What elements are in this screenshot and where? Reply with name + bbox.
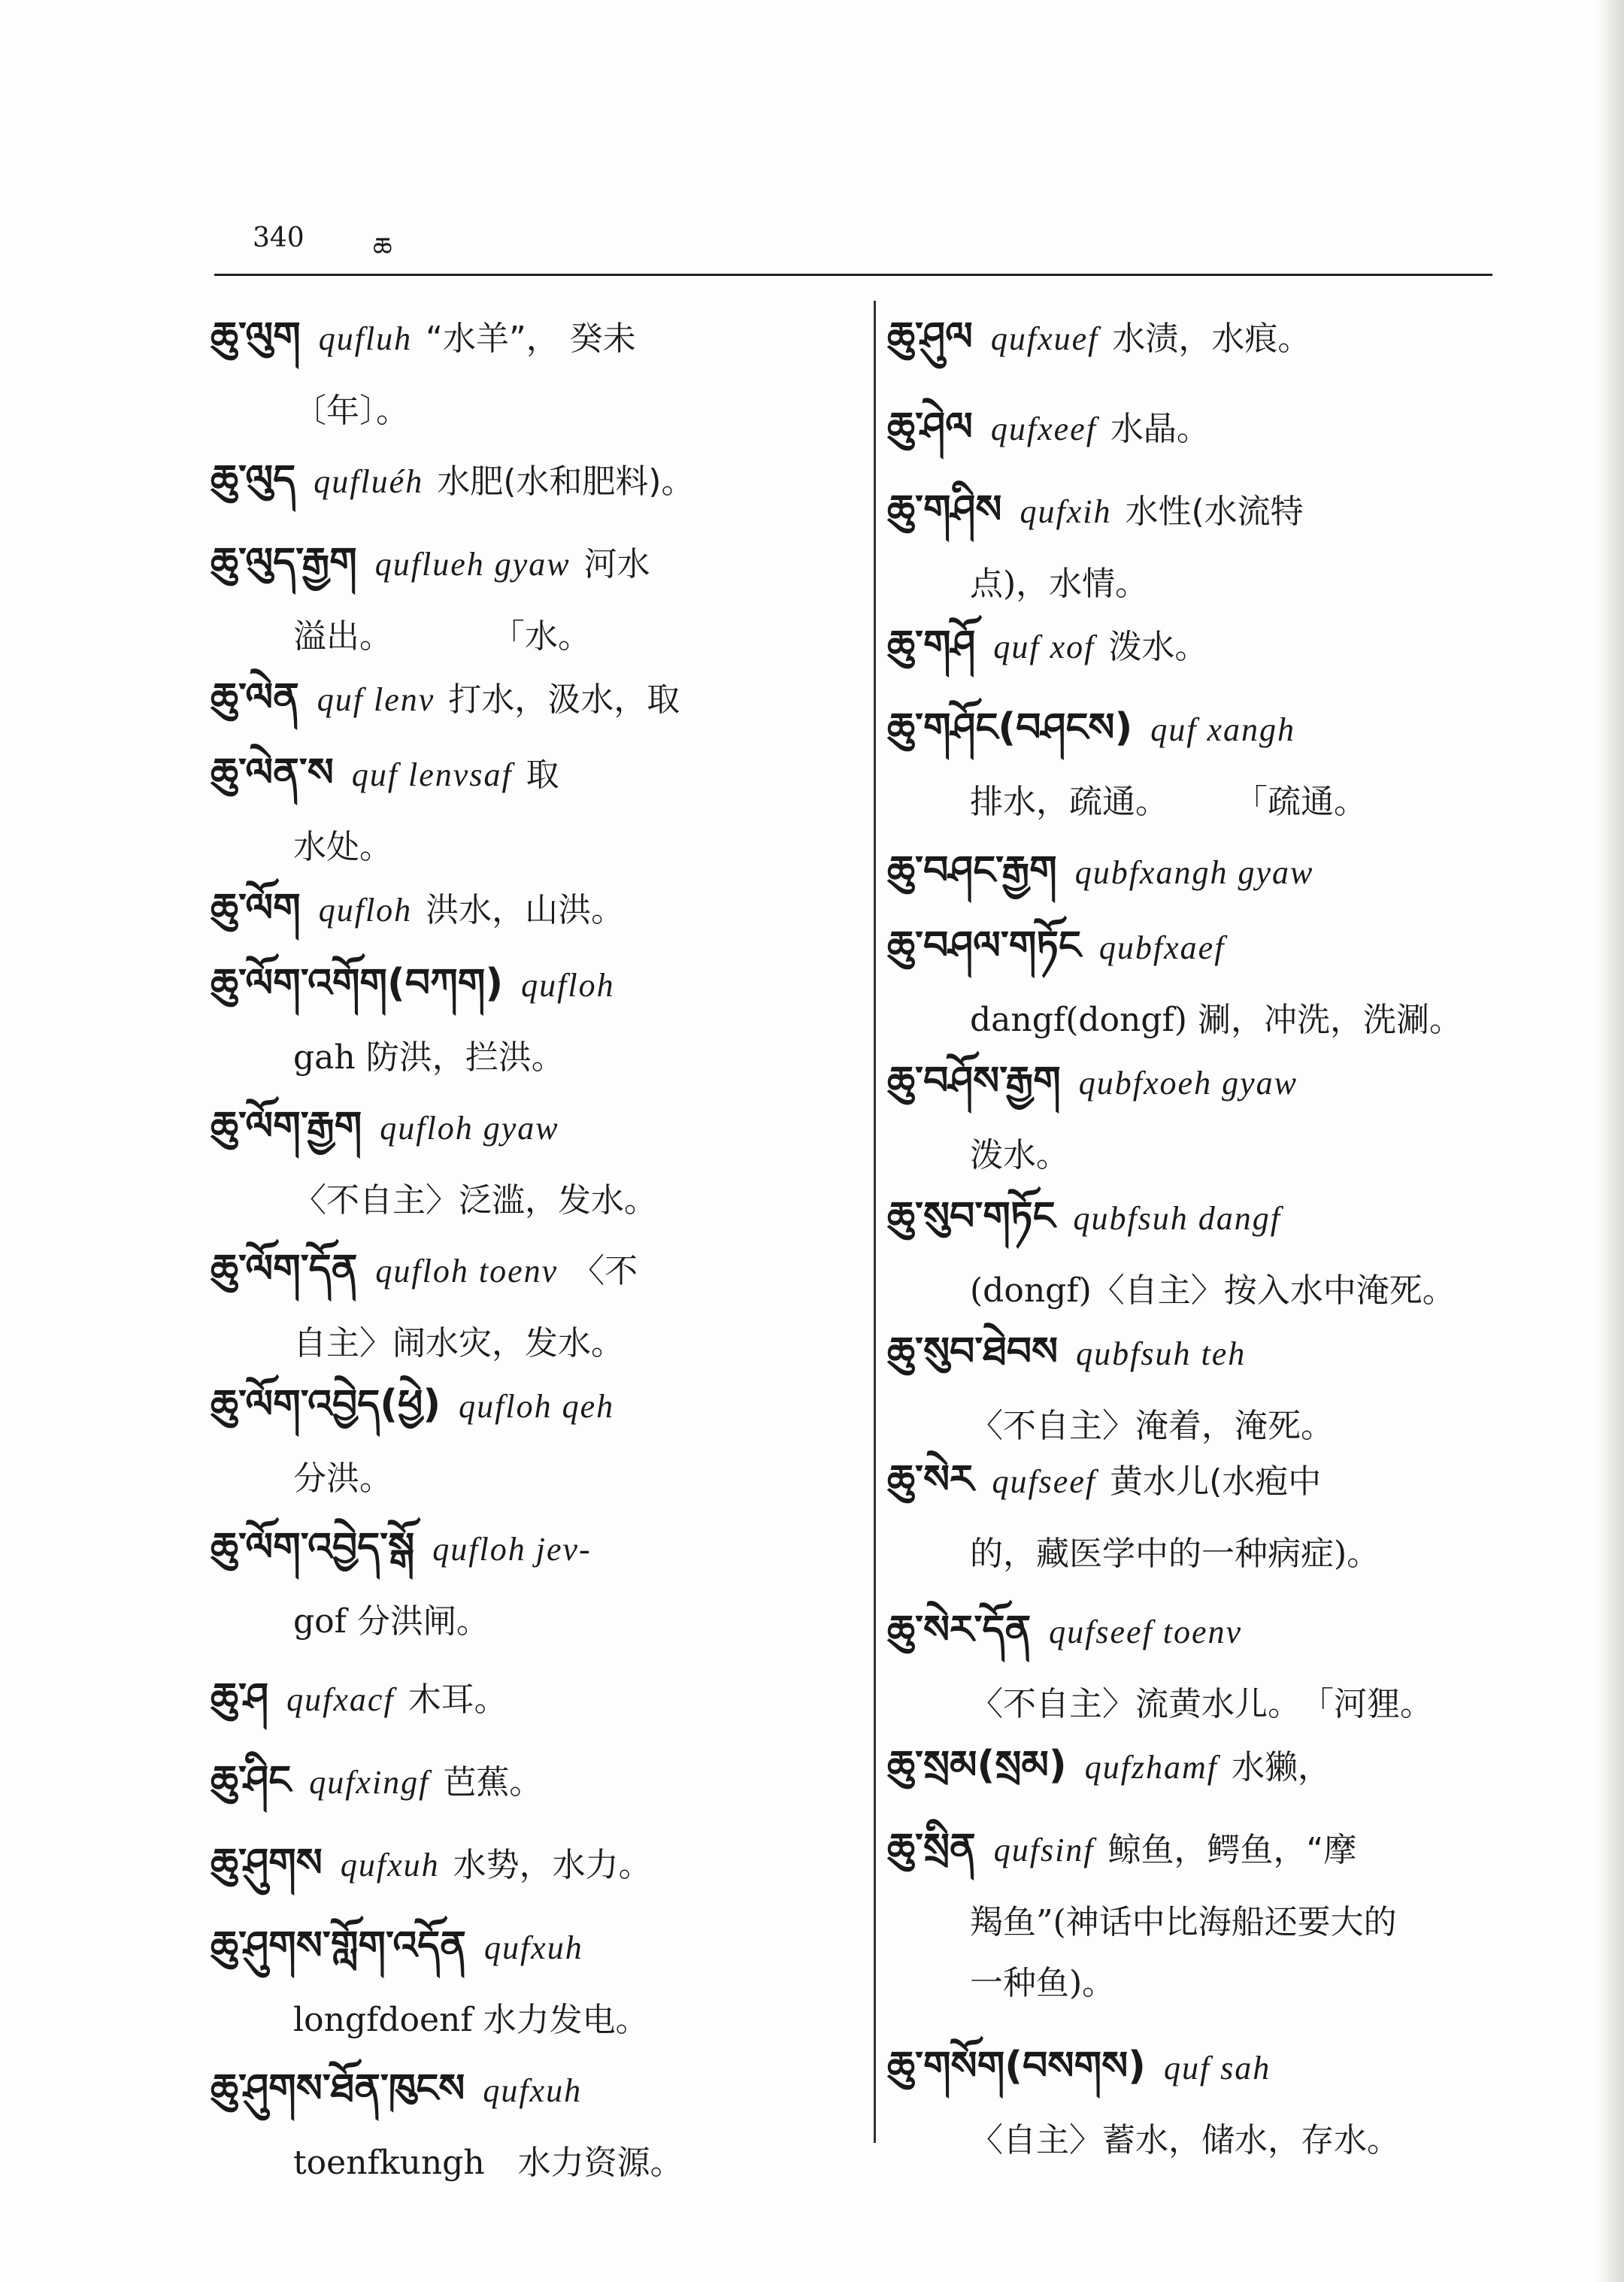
tibetan-headword: ཆུ་ལོག་འབྱེད་སྒོ	[211, 1525, 415, 1570]
gloss-text: 打水，汲水，取	[448, 680, 680, 719]
gloss-text: 水晶。	[1110, 410, 1210, 448]
dictionary-entry	[211, 1090, 842, 1237]
gloss-continuation: 点)，水情。	[970, 565, 1149, 603]
dictionary-entry	[887, 692, 1519, 838]
tibetan-headword: ཆུ་ཤིང	[211, 1758, 292, 1803]
dictionary-entry	[211, 1511, 842, 1658]
dictionary-entry	[887, 910, 1519, 1056]
dictionary-entry	[211, 1368, 842, 1515]
gloss-continuation: 羯鱼”(神话中比海船还要大的	[970, 1903, 1397, 1941]
gloss-text: 水渍，水痕。	[1112, 320, 1311, 358]
tibetan-headword: ཆུ་ལུད	[211, 457, 296, 502]
dictionary-entry	[887, 1729, 1519, 1804]
gloss-continuation: 〔年〕。	[293, 392, 409, 430]
tibetan-headword: ཆུ་ཤ	[211, 1675, 269, 1720]
romanization: quf sah	[1163, 2050, 1271, 2087]
tibetan-headword: ཆུ་ཤེལ	[887, 405, 973, 450]
dictionary-entry	[887, 1947, 1519, 2020]
romanization: qufloh qeh	[459, 1388, 615, 1425]
romanization: quf xangh	[1150, 711, 1296, 748]
gloss-text: “水羊”， 癸未	[426, 320, 636, 358]
romanization: qubfsuh teh	[1076, 1335, 1247, 1372]
romanization: qufxacf	[286, 1681, 395, 1718]
gloss-continuation: 泼水。	[970, 1136, 1069, 1174]
dictionary-entry	[211, 872, 842, 947]
romanization: qufxeef	[990, 411, 1097, 447]
romanization: qufxuh	[340, 1847, 440, 1883]
gloss-continuation: 一种鱼)。	[970, 1964, 1116, 2002]
dictionary-entry	[211, 301, 842, 447]
dictionary-entry	[211, 1910, 842, 2056]
gloss-continuation: gah 防洪，拦洪。	[293, 1038, 565, 1077]
gloss-text: 水势，水力。	[453, 1846, 652, 1884]
romanization: quf lenvsaf	[351, 756, 513, 793]
tibetan-headword: ཆུ་ཤུགས	[211, 1841, 323, 1886]
tibetan-headword: ཆུ་ཤུལ	[887, 314, 973, 359]
dictionary-entry	[887, 609, 1519, 683]
romanization: qufxingf	[309, 1764, 430, 1801]
tibetan-headword: ཆུ་གཤིས	[887, 487, 1002, 532]
page-number: 340	[253, 223, 304, 253]
dictionary-entry	[887, 301, 1519, 375]
dictionary-entry	[887, 1316, 1519, 1462]
tibetan-headword: ཆུ་ལུག	[211, 314, 301, 359]
tibetan-headword: ཆུ་བཤལ་གཏོང	[887, 923, 1081, 968]
romanization: quf xof	[993, 629, 1095, 665]
gloss-text: 取	[526, 756, 559, 794]
dictionary-entry	[211, 2053, 842, 2199]
gloss-text: 水肥(水和肥料)。	[437, 462, 695, 501]
gloss-text: 木耳。	[408, 1680, 508, 1719]
romanization: qufluh	[318, 320, 413, 357]
gloss-continuation: 〈自主〉蓄水，储水，存水。	[970, 2121, 1400, 2159]
dictionary-entry	[887, 1045, 1519, 1192]
romanization: qufloh gyaw	[380, 1110, 559, 1147]
dictionary-entry	[211, 1744, 842, 1819]
gloss-continuation: gof 分洪闸。	[293, 1602, 489, 1641]
gloss-text: 鲸鱼，鳄鱼，“摩	[1107, 1831, 1357, 1869]
gloss-text: 黄水儿(水疱中	[1110, 1462, 1322, 1501]
gloss-continuation: 〈不自主〉泛滥，发水。	[293, 1181, 657, 1220]
dictionary-entry	[211, 947, 842, 1094]
tibetan-headword: ཆུ་ལོག་རྒྱག	[211, 1104, 362, 1149]
tibetan-headword: ཆུ་གཤོ	[887, 623, 976, 668]
section-letter: ཆ	[373, 232, 392, 263]
dictionary-entry	[211, 1233, 842, 1380]
header-rule	[214, 274, 1492, 276]
romanization: qufloh	[521, 967, 615, 1004]
romanization: qubfxaef	[1098, 929, 1226, 966]
dictionary-entry	[211, 1662, 842, 1736]
page-edge-shadow	[1597, 0, 1624, 2282]
dictionary-entry	[887, 474, 1519, 620]
dictionary-entry	[211, 1827, 842, 1902]
tibetan-headword: ཆུ་ཤུགས་ཐོན་ཁུངས	[211, 2066, 465, 2111]
tibetan-headword: ཆུ་སུབ་ཐེབས	[887, 1329, 1059, 1374]
dictionary-entry	[211, 444, 842, 518]
romanization: qubfsuh dangf	[1073, 1200, 1282, 1237]
romanization: qufxuh	[483, 2072, 583, 2109]
romanization: qufxuef	[990, 320, 1099, 357]
dictionary-entry	[887, 391, 1519, 465]
gloss-text: 洪水，山洪。	[426, 891, 625, 929]
gloss-continuation: 分洪。	[293, 1459, 392, 1498]
gloss-continuation: 排水，疏通。 「疏通。	[970, 783, 1367, 821]
dictionary-entry	[887, 1180, 1519, 1327]
gloss-continuation: (dongf)〈自主〉按入水中淹死。	[970, 1271, 1456, 1310]
tibetan-headword: ཆུ་སུབ་གཏོང	[887, 1194, 1056, 1239]
gloss-continuation: 溢出。 「水。	[293, 617, 591, 656]
dictionary-entry	[887, 835, 1519, 909]
romanization: qufxih	[1020, 493, 1112, 530]
romanization: qubfxoeh gyaw	[1078, 1065, 1298, 1102]
tibetan-headword: ཆུ་སེར་དོན	[887, 1608, 1032, 1653]
dictionary-entry	[887, 2030, 1519, 2177]
romanization: qufsinf	[993, 1832, 1095, 1868]
romanization: quf lenv	[317, 681, 435, 718]
tibetan-headword: ཆུ་སྲིན	[887, 1826, 976, 1871]
gloss-continuation: dangf(dongf) 涮，冲洗，洗涮。	[970, 1001, 1462, 1039]
gloss-continuation: longfdoenf 水力发电。	[293, 2001, 649, 2039]
dictionary-entry	[211, 662, 842, 736]
romanization: qufzhamf	[1084, 1749, 1219, 1786]
tibetan-headword: ཆུ་སེར	[887, 1457, 974, 1502]
romanization: qufloh toenv	[375, 1253, 559, 1289]
tibetan-headword: ཆུ་ལོག་འགོག(བཀག)	[211, 961, 504, 1006]
tibetan-headword: ཆུ་ལུད་རྒྱག	[211, 540, 357, 585]
gloss-continuation: 〈不自主〉流黄水儿。 「河狸。	[970, 1685, 1433, 1723]
gloss-text: 〈不	[571, 1252, 638, 1290]
dictionary-entry	[887, 1594, 1519, 1741]
romanization: quflueh gyaw	[374, 546, 571, 583]
gloss-text: 泼水。	[1108, 628, 1208, 666]
gloss-text: 芭蕉。	[443, 1763, 543, 1802]
romanization: qufloh	[318, 892, 413, 929]
tibetan-headword: ཆུ་ཤུགས་གློག་འདོན	[211, 1923, 466, 1968]
tibetan-headword: ཆུ་སྲམ(སྲམ)	[887, 1743, 1067, 1788]
dictionary-entry	[211, 526, 842, 673]
romanization: qufseef	[992, 1463, 1097, 1500]
romanization: qubfxangh gyaw	[1074, 854, 1314, 891]
tibetan-headword: ཆུ་ལེན	[211, 675, 299, 720]
tibetan-headword: ཆུ་བཤོས་རྒྱག	[887, 1059, 1061, 1104]
gloss-continuation: toenfkungh 水力资源。	[293, 2144, 683, 2182]
tibetan-headword: ཆུ་གཤོང(བཤངས)	[887, 705, 1133, 750]
romanization: qufloh jev-	[432, 1531, 592, 1568]
dictionary-entry	[887, 1812, 1519, 1959]
gloss-text: 水獭，	[1232, 1748, 1332, 1787]
tibetan-headword: ཆུ་བཤང་རྒྱག	[887, 848, 1057, 893]
tibetan-headword: ཆུ་གསོག(བསགས)	[887, 2044, 1146, 2089]
tibetan-headword: ཆུ་ལོག	[211, 886, 301, 931]
romanization: qufxuh	[483, 1929, 583, 1966]
gloss-text: 河水	[583, 545, 650, 583]
dictionary-entry	[211, 737, 842, 883]
romanization: qufseef toenv	[1049, 1614, 1243, 1650]
tibetan-headword: ཆུ་ལོག་དོན	[211, 1247, 358, 1292]
gloss-continuation: 水处。	[293, 828, 392, 866]
column-divider	[874, 301, 876, 2143]
gloss-text: 水性(水流特	[1125, 492, 1304, 531]
gloss-continuation: 的，藏医学中的一种病症)。	[970, 1535, 1380, 1573]
tibetan-headword: ཆུ་ལོག་འབྱེད(ཕྱེ)	[211, 1382, 441, 1427]
dictionary-entry	[887, 1444, 1519, 1590]
gloss-continuation: 自主〉闹水灾，发水。	[293, 1324, 624, 1362]
romanization: qufluéh	[314, 463, 424, 500]
tibetan-headword: ཆུ་ལེན་ས	[211, 750, 334, 796]
gloss-continuation: 〈不自主〉淹着，淹死。	[970, 1407, 1334, 1445]
